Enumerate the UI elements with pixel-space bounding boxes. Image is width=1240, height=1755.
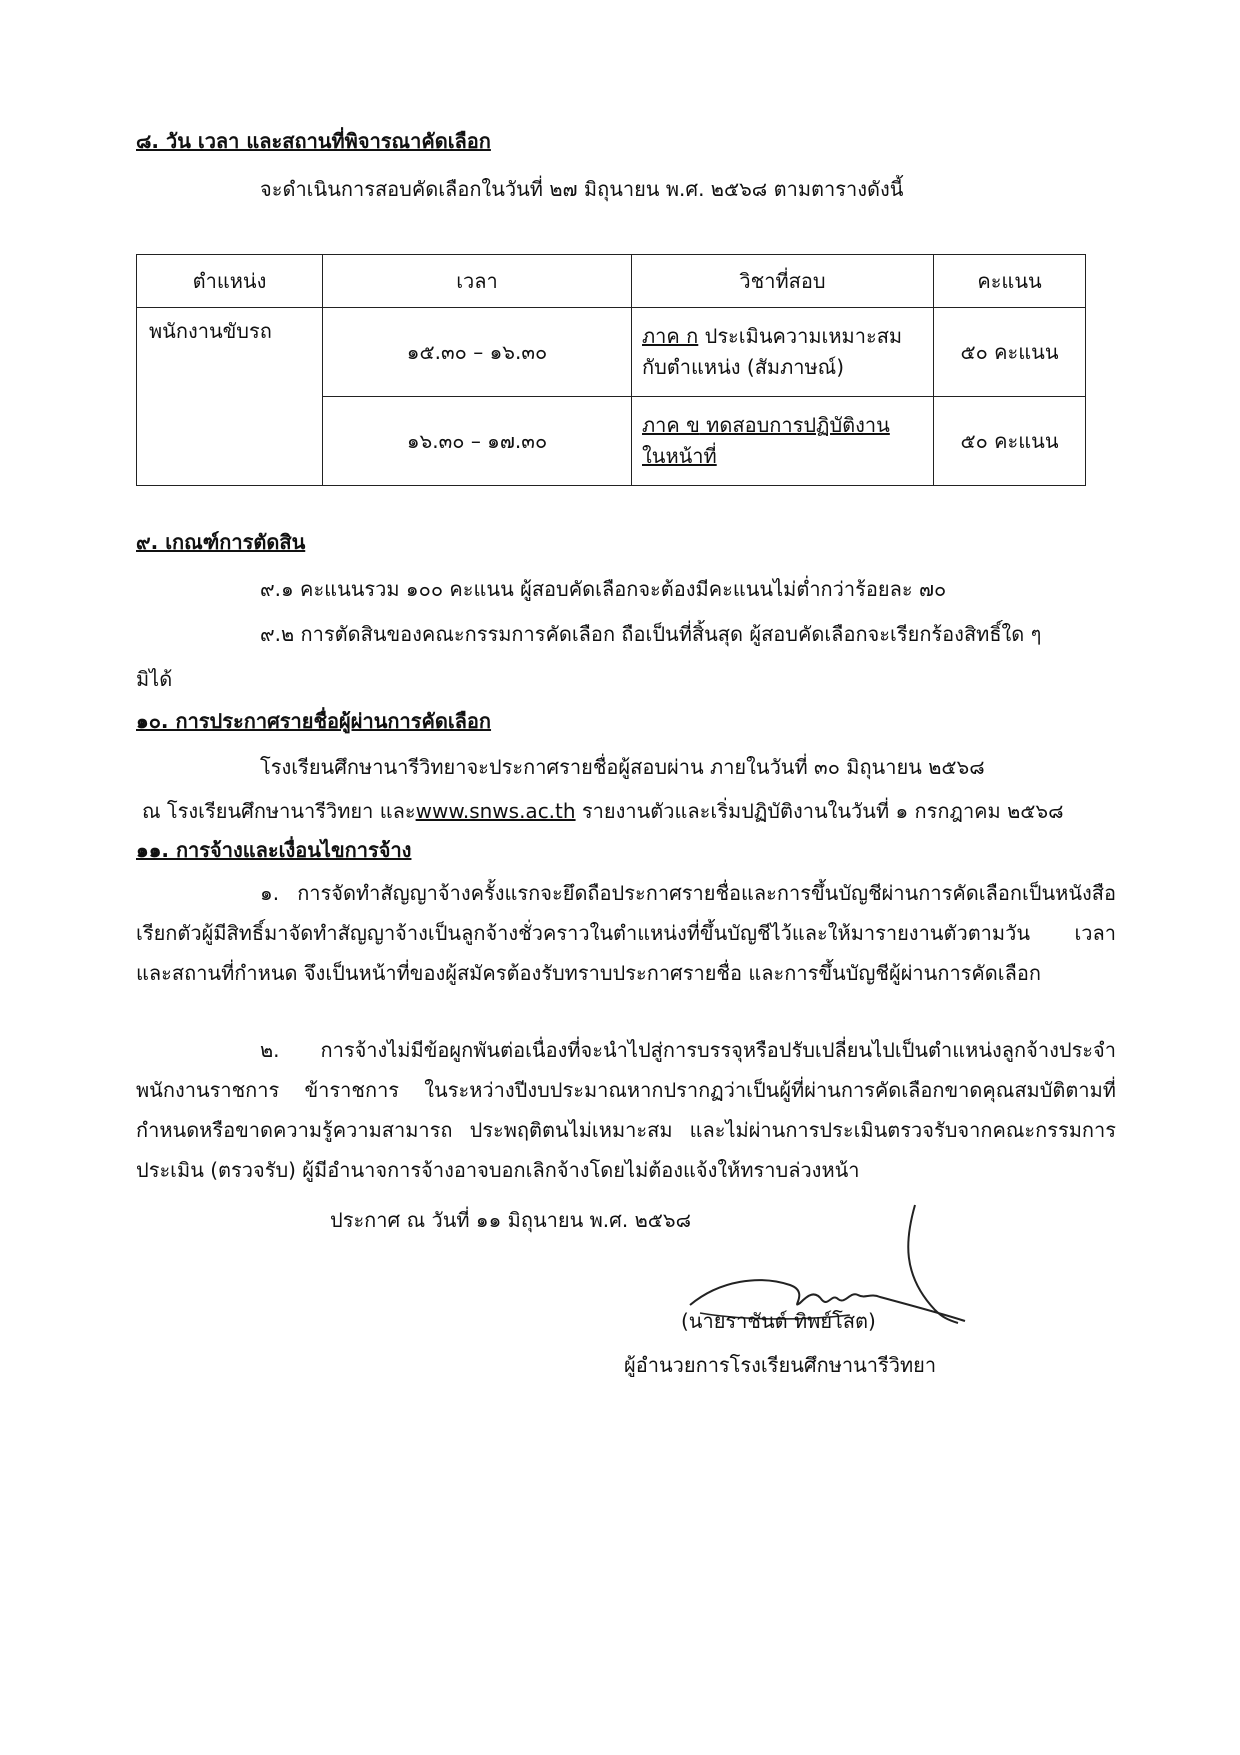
header-position: ตำแหน่ง: [137, 255, 323, 308]
subject-text-line2: กับตำแหน่ง (สัมภาษณ์): [642, 355, 845, 379]
header-time: เวลา: [323, 255, 632, 308]
section11-paragraph1: ๑. การจัดทำสัญญาจ้างครั้งแรกจะยึดถือประกาศรายชื่อและการขึ้นบัญชีผ่านการคัดเลือกเป็นหนังสือเรียกตัวผู้มีสิทธิ์มาจัดทำสัญญาจ้างเป็นลูกจ้างชั่วคราวในตำแหน่งที่ขึ้นบัญชีไว้และให้มารายงานตัวตามวัน เวลา และสถานที่กำหนด จึงเป็นหน้าที่ของผู้สมัครต้องรับทราบประกาศรายชื่อ และการขึ้นบัญชีผู้ผ่านการคัดเลือก: [136, 881, 1116, 985]
section9-heading: ๙. เกณฑ์การตัดสิน: [136, 530, 306, 554]
subject-text-line2: ในหน้าที่: [642, 444, 717, 468]
signer-name: (นายราชันต์ ทิพย์โสต): [681, 1309, 876, 1333]
table-row: [137, 308, 1086, 397]
section10-line2-rest: รายงานตัวและเริ่มปฏิบัติงานในวันที่ ๑ กรกฎาคม ๒๕๖๘: [575, 799, 1064, 823]
position-cell: พนักงานขับรถ: [137, 308, 323, 486]
time-cell: ๑๖.๓๐ – ๑๗.๓๐: [323, 397, 632, 486]
announcement-date: ประกาศ ณ วันที่ ๑๑ มิถุนายน พ.ศ. ๒๕๖๘: [330, 1208, 692, 1232]
subject-part-label: ภาค ก: [642, 324, 699, 348]
subject-cell: [632, 308, 934, 397]
subject-text: ทดสอบการปฏิบัติงาน: [699, 413, 890, 437]
subject-part-label: ภาค ข: [642, 413, 700, 437]
exam-schedule-table: [136, 254, 1086, 486]
section9-item2-continued: มิได้: [136, 667, 173, 691]
school-website-link[interactable]: www.snws.ac.th: [415, 799, 576, 823]
section10-line2-text: ณ โรงเรียนศึกษานารีวิทยา และ: [142, 799, 416, 823]
score-cell: ๕๐ คะแนน: [934, 308, 1086, 397]
section11-paragraph2: ๒. การจ้างไม่มีข้อผูกพันต่อเนื่องที่จะนำไปสู่การบรรจุหรือปรับเปลี่ยนไปเป็นตำแหน่งลูกจ้างประจำ พนักงานราชการ ข้าราชการ ในระหว่างปีงบประมาณหากปรากฏว่าเป็นผู้ที่ผ่านการคัดเลือกขาดคุณสมบัติตามที่กำหนดหรือขาดความรู้ความสามารถ ประพฤติตนไม่เหมาะสม และไม่ผ่านการประเมินตรวจรับจากคณะกรรมการประเมิน (ตรวจรับ) ผู้มีอำนาจการจ้างอาจบอกเลิกจ้างโดยไม่ต้องแจ้งให้ทราบล่วงหน้า: [136, 1038, 1116, 1182]
section9-item2: ๙.๒ การตัดสินของคณะกรรมการคัดเลือก ถือเป็นที่สิ้นสุด ผู้สอบคัดเลือกจะเรียกร้องสิทธิ์ใด ๆ: [260, 622, 1042, 646]
section8-heading: ๘. วัน เวลา และสถานที่พิจารณาคัดเลือก: [136, 129, 491, 153]
score-cell: ๕๐ คะแนน: [934, 397, 1086, 486]
section8-intro: จะดำเนินการสอบคัดเลือกในวันที่ ๒๗ มิถุนายน พ.ศ. ๒๕๖๘ ตามตารางดังนี้: [260, 177, 904, 201]
section11-heading: ๑๑. การจ้างและเงื่อนไขการจ้าง: [136, 838, 412, 862]
section10-line2: [142, 796, 1064, 826]
subject-cell: [632, 397, 934, 486]
section10-heading: ๑๐. การประกาศรายชื่อผู้ผ่านการคัดเลือก: [136, 709, 492, 733]
subject-text: ประเมินความเหมาะสม: [698, 324, 903, 348]
header-score: คะแนน: [934, 255, 1086, 308]
header-subject: วิชาที่สอบ: [632, 255, 934, 308]
table-header-row: [137, 255, 1086, 308]
time-cell: ๑๕.๓๐ – ๑๖.๓๐: [323, 308, 632, 397]
section10-line1: โรงเรียนศึกษานารีวิทยาจะประกาศรายชื่อผู้สอบผ่าน ภายในวันที่ ๓๐ มิถุนายน ๒๕๖๘: [260, 755, 985, 779]
section9-item1: ๙.๑ คะแนนรวม ๑๐๐ คะแนน ผู้สอบคัดเลือกจะต้องมีคะแนนไม่ต่ำกว่าร้อยละ ๗๐: [260, 577, 947, 601]
signer-title: ผู้อำนวยการโรงเรียนศึกษานารีวิทยา: [624, 1353, 937, 1377]
